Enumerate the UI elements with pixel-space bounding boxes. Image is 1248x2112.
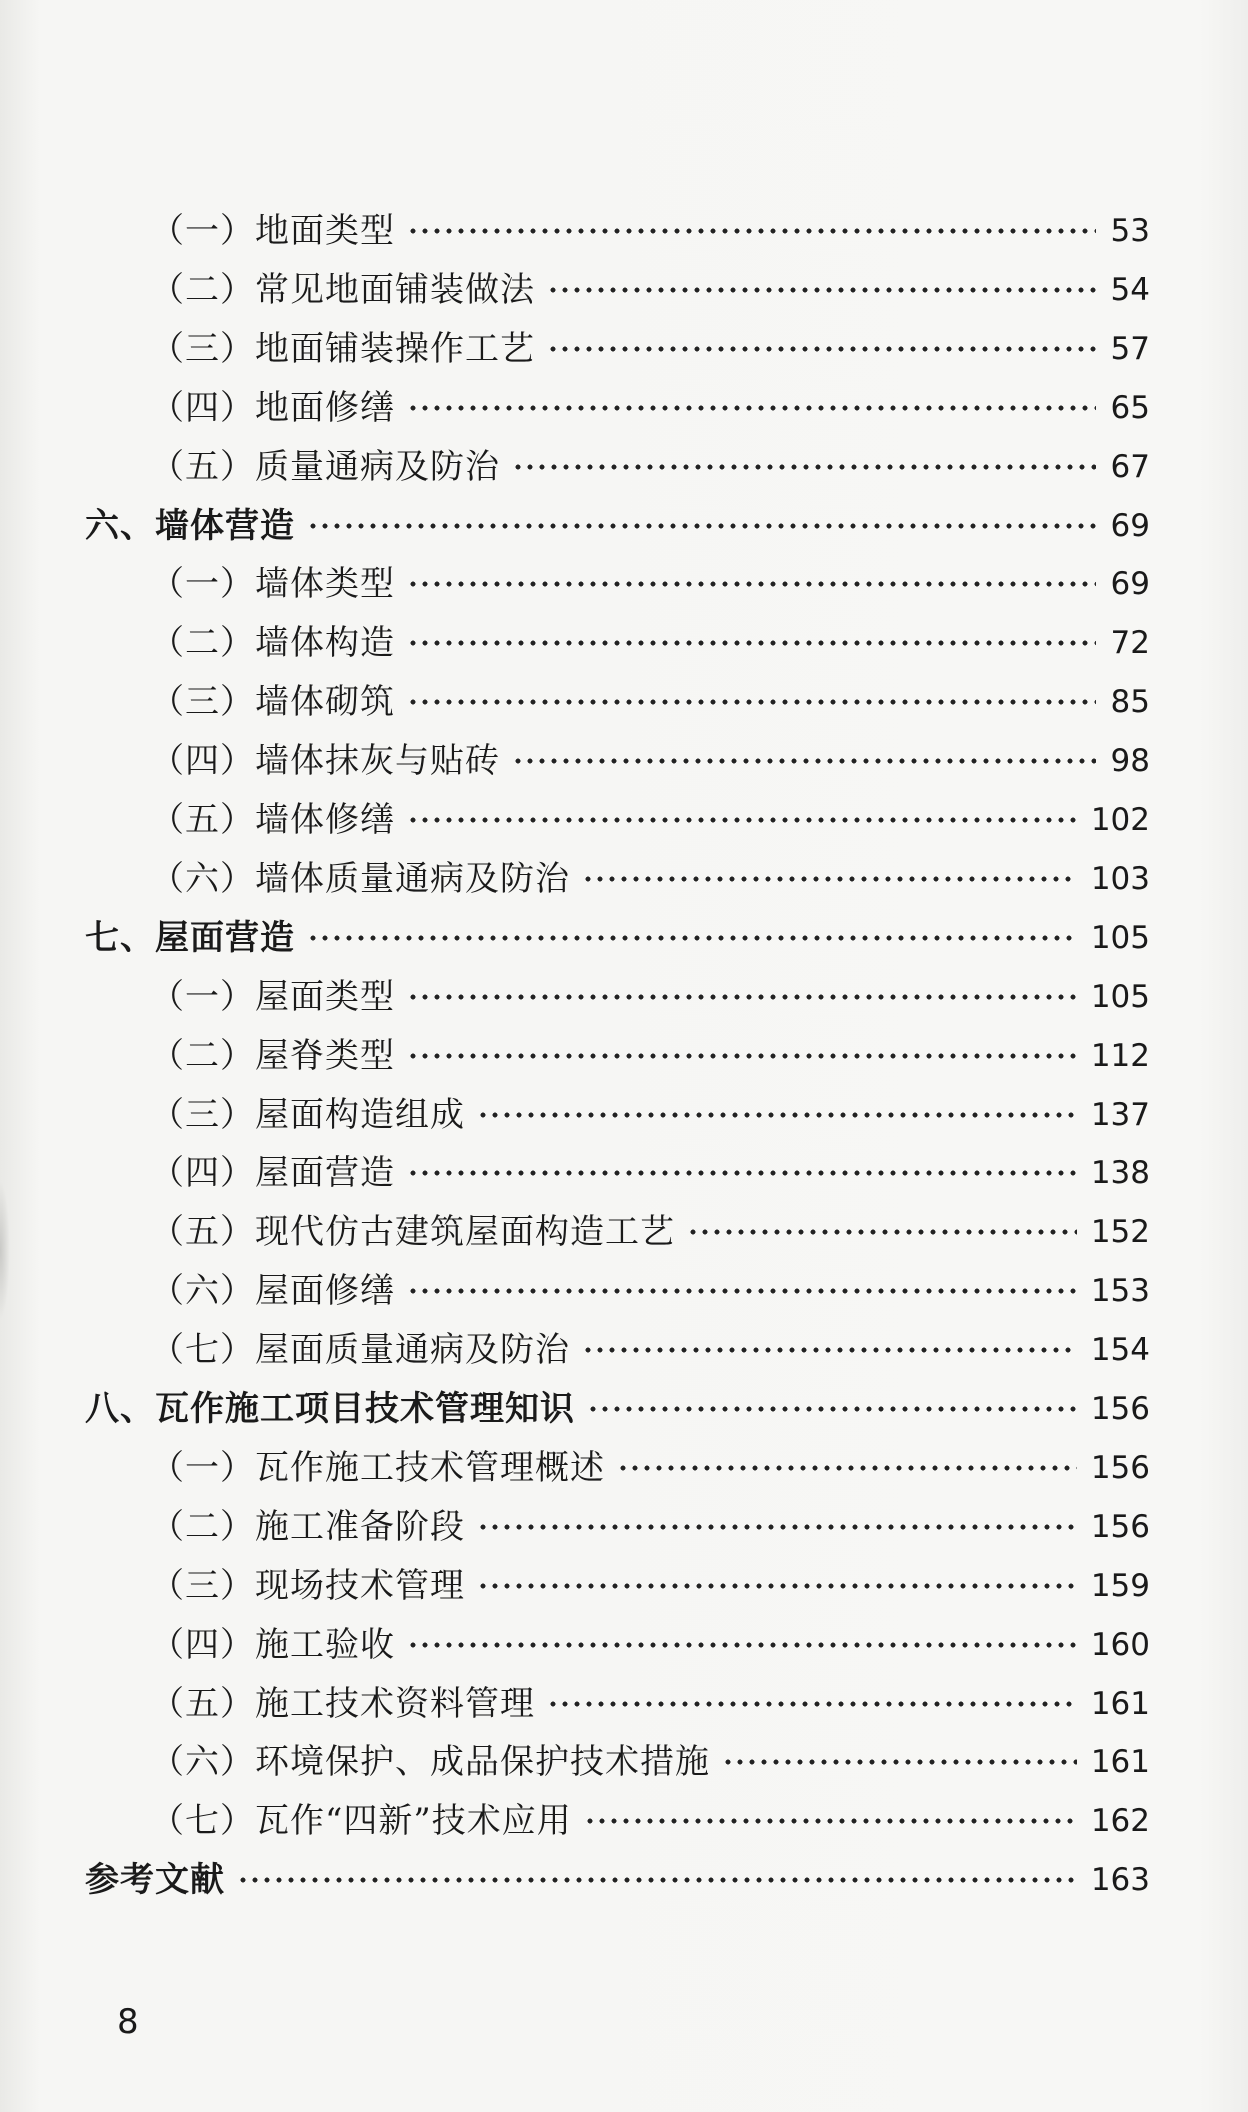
toc-entry-page-number: 85 xyxy=(1110,684,1150,721)
toc-section-entry xyxy=(150,1266,1150,1316)
toc-entry-page-number: 67 xyxy=(1110,448,1150,485)
dot-leader xyxy=(477,1523,1077,1531)
dot-leader xyxy=(237,1876,1077,1884)
dot-leader xyxy=(582,1346,1077,1354)
toc-section-entry xyxy=(150,677,1150,727)
toc-entry-page-number: 152 xyxy=(1090,1214,1150,1251)
dot-leader xyxy=(407,993,1077,1001)
toc-section-entry xyxy=(150,854,1150,904)
toc-entry-title: （一）地面类型 xyxy=(150,211,395,251)
toc-entry-title: （五）质量通病及防治 xyxy=(150,446,500,487)
toc-chapter-entry xyxy=(85,913,1150,963)
toc-entry-page-number: 69 xyxy=(1110,566,1150,603)
toc-chapter-entry xyxy=(85,1384,1150,1434)
dot-leader xyxy=(547,286,1096,294)
dot-leader xyxy=(512,463,1096,471)
toc-entry-page-number: 161 xyxy=(1090,1685,1150,1722)
toc-section-entry xyxy=(150,1796,1150,1846)
toc-entry-page-number: 137 xyxy=(1090,1096,1150,1133)
toc-entry-title: 参考文献 xyxy=(85,1860,225,1901)
toc-entry-page-number: 163 xyxy=(1090,1862,1150,1899)
toc-section-entry xyxy=(150,795,1150,845)
toc-entry-title: （四）施工验收 xyxy=(150,1624,395,1665)
toc-chapter-entry xyxy=(85,1855,1150,1905)
toc-entry-page-number: 156 xyxy=(1090,1449,1150,1486)
toc-entry-title: （五）施工技术资料管理 xyxy=(150,1683,535,1724)
toc-section-entry xyxy=(150,1443,1150,1493)
dot-leader xyxy=(407,1641,1077,1649)
toc-entry-title: （三）地面铺装操作工艺 xyxy=(150,328,535,369)
toc-entry-title: （一）瓦作施工技术管理概述 xyxy=(150,1447,605,1488)
dot-leader xyxy=(512,757,1096,765)
toc-entry-page-number: 161 xyxy=(1090,1744,1150,1781)
toc-entry-title: （三）墙体砌筑 xyxy=(150,682,395,723)
toc-section-entry xyxy=(150,736,1150,786)
toc-section-entry xyxy=(150,324,1150,374)
toc-entry-page-number: 156 xyxy=(1090,1508,1150,1545)
page-number: 8 xyxy=(117,2002,139,2042)
toc-section-entry xyxy=(150,383,1150,433)
toc-section-entry xyxy=(150,972,1150,1022)
toc-entry-title: 七、屋面营造 xyxy=(85,917,295,958)
toc-entry-page-number: 112 xyxy=(1090,1037,1150,1074)
toc-entry-title: （一）墙体类型 xyxy=(150,564,395,605)
dot-leader xyxy=(587,1405,1077,1413)
toc-section-entry xyxy=(150,618,1150,668)
dot-leader xyxy=(407,1169,1077,1177)
toc-entry-page-number: 98 xyxy=(1110,743,1150,780)
toc-entry-title: （五）现代仿古建筑屋面构造工艺 xyxy=(150,1212,675,1253)
toc-entry-title: （一）屋面类型 xyxy=(150,976,395,1017)
toc-entry-title: （七）瓦作“四新”技术应用 xyxy=(150,1801,572,1842)
dot-leader xyxy=(407,698,1096,706)
toc-section-entry xyxy=(150,1207,1150,1257)
toc-entry-title: 六、墙体营造 xyxy=(85,505,295,546)
dot-leader xyxy=(407,227,1096,235)
toc-section-entry xyxy=(150,1737,1150,1787)
dot-leader xyxy=(407,580,1096,588)
toc-entry-page-number: 65 xyxy=(1110,389,1150,426)
toc-entry-page-number: 57 xyxy=(1110,330,1150,367)
toc-entry-page-number: 162 xyxy=(1090,1803,1150,1840)
dot-leader xyxy=(547,1700,1077,1708)
toc-section-entry xyxy=(150,1148,1150,1198)
toc-chapter-entry xyxy=(85,501,1150,551)
toc-entry-page-number: 153 xyxy=(1090,1273,1150,1310)
toc-section-entry xyxy=(150,206,1150,256)
toc-entry-page-number: 72 xyxy=(1110,625,1150,662)
toc-section-entry xyxy=(150,442,1150,492)
toc-entry-title: （四）墙体抹灰与贴砖 xyxy=(150,741,500,782)
toc-entry-page-number: 103 xyxy=(1090,860,1150,897)
dot-leader xyxy=(617,1464,1077,1472)
binding-shadow xyxy=(0,1180,10,1320)
dot-leader xyxy=(307,934,1077,942)
toc-entry-title: （三）屋面构造组成 xyxy=(150,1094,465,1135)
toc-section-entry xyxy=(150,1561,1150,1611)
toc-section-entry xyxy=(150,265,1150,315)
toc-entry-page-number: 138 xyxy=(1090,1155,1150,1192)
toc-entry-page-number: 160 xyxy=(1090,1626,1150,1663)
dot-leader xyxy=(687,1228,1077,1236)
dot-leader xyxy=(584,1817,1077,1825)
toc-entry-page-number: 69 xyxy=(1110,507,1150,544)
dot-leader xyxy=(722,1758,1077,1766)
toc-entry-title: （五）墙体修缮 xyxy=(150,800,395,840)
toc-entry-title: （二）常见地面铺装做法 xyxy=(150,269,535,310)
toc-section-entry xyxy=(150,1090,1150,1140)
dot-leader xyxy=(477,1111,1077,1119)
toc-entry-title: （六）屋面修缮 xyxy=(150,1271,395,1312)
toc-entry-title: （二）屋脊类型 xyxy=(150,1035,395,1076)
toc-entry-title: （四）屋面营造 xyxy=(150,1153,395,1194)
toc-entry-page-number: 105 xyxy=(1090,978,1150,1015)
toc-entry-title: （二）施工准备阶段 xyxy=(150,1506,465,1547)
dot-leader xyxy=(407,816,1077,824)
toc-section-entry xyxy=(150,1502,1150,1552)
dot-leader xyxy=(477,1582,1077,1590)
dot-leader xyxy=(407,1052,1077,1060)
toc-entry-page-number: 53 xyxy=(1110,213,1150,249)
dot-leader xyxy=(407,639,1096,647)
dot-leader xyxy=(407,1287,1077,1295)
dot-leader xyxy=(547,345,1096,353)
toc-entry-title: （七）屋面质量通病及防治 xyxy=(150,1330,570,1371)
toc-section-entry xyxy=(150,559,1150,609)
toc-entry-title: （六）墙体质量通病及防治 xyxy=(150,858,570,899)
toc-section-entry xyxy=(150,1679,1150,1729)
toc-entry-page-number: 54 xyxy=(1110,271,1150,308)
dot-leader xyxy=(582,875,1077,883)
toc-entry-title: （二）墙体构造 xyxy=(150,623,395,664)
toc-entry-page-number: 105 xyxy=(1090,919,1150,956)
toc-entry-title: （六）环境保护、成品保护技术措施 xyxy=(150,1742,710,1783)
toc-section-entry xyxy=(150,1031,1150,1081)
toc-entry-page-number: 154 xyxy=(1090,1332,1150,1369)
toc-entry-title: 八、瓦作施工项目技术管理知识 xyxy=(85,1389,575,1429)
toc-entry-title: （三）现场技术管理 xyxy=(150,1565,465,1606)
toc-entry-page-number: 159 xyxy=(1090,1567,1150,1604)
toc-section-entry xyxy=(150,1325,1150,1375)
toc-section-entry xyxy=(150,1620,1150,1670)
dot-leader xyxy=(407,404,1096,412)
toc-entry-title: （四）地面修缮 xyxy=(150,387,395,428)
toc-entry-page-number: 102 xyxy=(1090,802,1150,838)
dot-leader xyxy=(307,522,1096,530)
toc-entry-page-number: 156 xyxy=(1090,1391,1150,1427)
